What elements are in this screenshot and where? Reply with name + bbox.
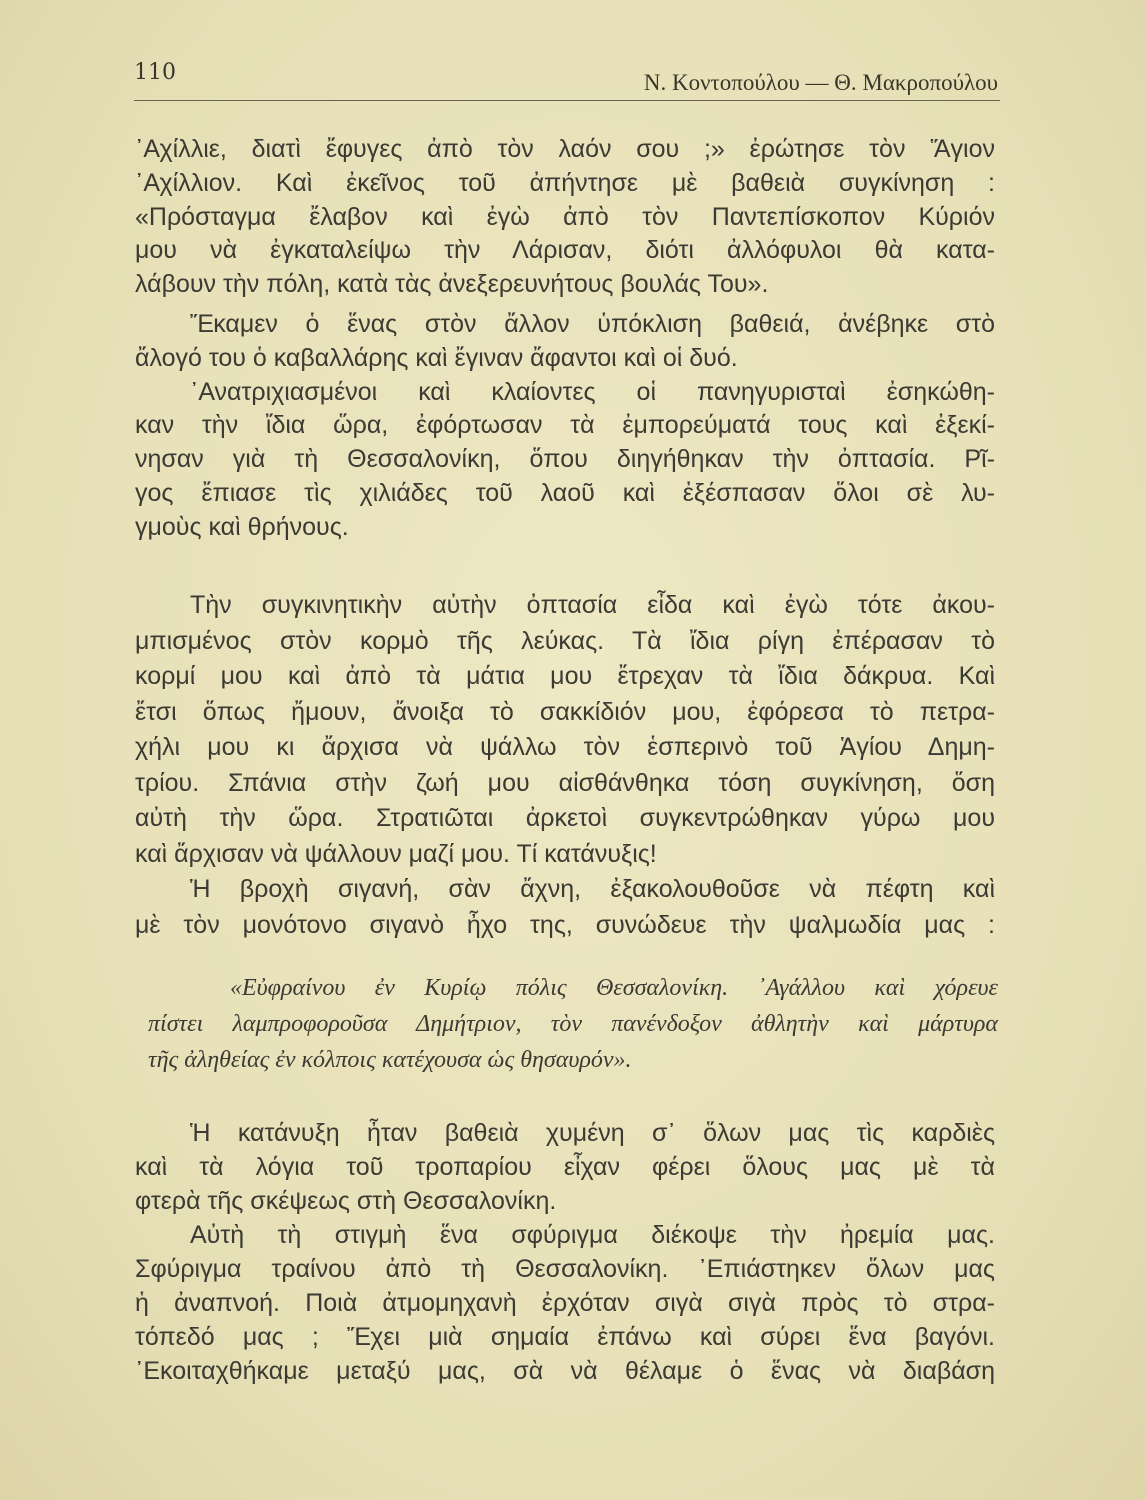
text-line: τόπεδό μας ; Ἔχει μιὰ σημαία ἐπάνω καὶ σύρει ἕνα βαγόνι. (135, 1323, 995, 1351)
text-block-1 (135, 133, 995, 545)
text-line: καν τὴν ἴδια ὥρα, ἐφόρτωσαν τὰ ἐμπορεύματά τους καὶ ἐξεκί- (135, 411, 995, 440)
text-line: καὶ τὰ λόγια τοῦ τροπαρίου εἶχαν φέρει ὅλους μας μὲ τὰ (135, 1153, 995, 1181)
text-line: Σφύριγμα τραίνου ἀπὸ τὴ Θεσσαλονίκη. ᾿Επιάστηκεν ὅλων μας (135, 1255, 995, 1283)
text-line: τρίου. Σπάνια στὴν ζωή μου αἰσθάνθηκα τόση συγκίνηση, ὅση (135, 768, 995, 797)
text-line: «Πρόσταγμα ἔλαβον καὶ ἐγὼ ἀπὸ τὸν Παντεπίσκοπον Κύριόν (135, 202, 995, 231)
text-line: Ἡ κατάνυξη ἦταν βαθειὰ χυμένη σ᾿ ὅλων μας τὶς καρδιὲς (190, 1119, 995, 1147)
quote-line: «Εὐφραίνου ἐν Κυρίῳ πόλις Θεσσαλονίκη. ᾿Αγάλλου καὶ χόρευε (230, 975, 998, 1001)
text-line: Τὴν συγκινητικὴν αὐτὴν ὀπτασία εἶδα καὶ ἐγὼ τότε ἀκου- (190, 591, 995, 619)
text-line: ἄλογό του ὁ καβαλλάρης καὶ ἔγιναν ἄφαντοι καὶ οἱ δυό. (135, 343, 738, 372)
page-number: 110 (134, 60, 176, 85)
text-line: λάβουν τὴν πόλη, κατὰ τὰς ἀνεξερευνήτους βουλάς Του». (135, 270, 769, 299)
text-line: ἡ ἀναπνοή. Ποιὰ ἀτμομηχανὴ ἐρχόταν σιγὰ σιγὰ πρὸς τὸ στρα- (135, 1289, 995, 1317)
hymn-quote (148, 970, 998, 1078)
text-block-3 (135, 1116, 995, 1388)
text-line: Ἔκαμεν ὁ ἕνας στὸν ἄλλον ὑπόκλιση βαθειά, ἀνέβηκε στὸ (190, 309, 995, 338)
text-line: κορμί μου καὶ ἀπὸ τὰ μάτια μου ἔτρεχαν τὰ ἴδια δάκρυα. Καὶ (135, 662, 995, 690)
text-line: ᾿Αχίλλιε, διατὶ ἔφυγες ἀπὸ τὸν λαόν σου ;» ἐρώτησε τὸν Ἅγιον (135, 135, 995, 163)
header-rule (134, 100, 1000, 101)
text-line: νησαν γιὰ τὴ Θεσσαλονίκη, ὅπου διηγήθηκαν τὴν ὀπτασία. Ρῖ- (135, 445, 995, 474)
text-line: Ἡ βροχὴ σιγανή, σὰν ἄχνη, ἐξακολουθοῦσε νὰ πέφτη καὶ (190, 875, 995, 903)
text-line: ᾿Αχίλλιον. Καὶ ἐκεῖνος τοῦ ἀπήντησε μὲ βαθειὰ συγκίνηση : (135, 168, 995, 197)
text-line: φτερὰ τῆς σκέψεως στὴ Θεσσαλονίκη. (135, 1187, 557, 1215)
text-line: ἔτσι ὅπως ἤμουν, ἄνοιξα τὸ σακκίδιόν μου, ἐφόρεσα τὸ πετρα- (135, 697, 995, 726)
text-line: χήλι μου κι ἄρχισα νὰ ψάλλω τὸν ἑσπερινὸ τοῦ Ἁγίου Δημη- (135, 733, 995, 761)
text-line: μου νὰ ἐγκαταλείψω τὴν Λάρισαν, διότι ἀλλόφυλοι θὰ κατα- (135, 236, 995, 265)
text-line: Αὐτὴ τὴ στιγμὴ ἕνα σφύριγμα διέκοψε τὴν ἠρεμία μας. (190, 1221, 995, 1249)
text-line: γμοὺς καὶ θρήνους. (135, 512, 349, 541)
text-line: μὲ τὸν μονότονο σιγανὸ ἦχο της, συνώδευε τὴν ψαλμωδία μας : (135, 910, 995, 939)
text-line: αὐτὴ τὴν ὥρα. Στρατιῶται ἀρκετοὶ συγκεντρώθηκαν γύρω μου (135, 804, 995, 832)
quote-line: τῆς ἀληθείας ἐν κόλποις κατέχουσα ὡς θησαυρόν». (148, 1047, 632, 1073)
running-title: Ν. Κοντοπούλου — Θ. Μακροπούλου (643, 70, 998, 95)
text-line: μπισμένος στὸν κορμὸ τῆς λεύκας. Τὰ ἴδια ρίγη ἐπέρασαν τὸ (135, 626, 995, 655)
text-line: καὶ ἄρχισαν νὰ ψάλλουν μαζί μου. Τί κατάνυξις! (135, 839, 657, 868)
text-line: γος ἔπιασε τὶς χιλιάδες τοῦ λαοῦ καὶ ἐξέσπασαν ὅλοι σὲ λυ- (135, 478, 995, 507)
text-line: ᾿Εκοιταχθήκαμε μεταξύ μας, σὰ νὰ θέλαμε ὁ ἕνας νὰ διαβάση (135, 1357, 995, 1385)
quote-line: πίστει λαμπροφοροῦσα Δημήτριον, τὸν πανένδοξον ἀθλητὴν καὶ μάρτυρα (148, 1011, 998, 1037)
text-line: ᾿Ανατριχιασμένοι καὶ κλαίοντες οἱ πανηγυρισταὶ ἐσηκώθη- (190, 377, 995, 406)
text-block-2 (135, 588, 995, 943)
